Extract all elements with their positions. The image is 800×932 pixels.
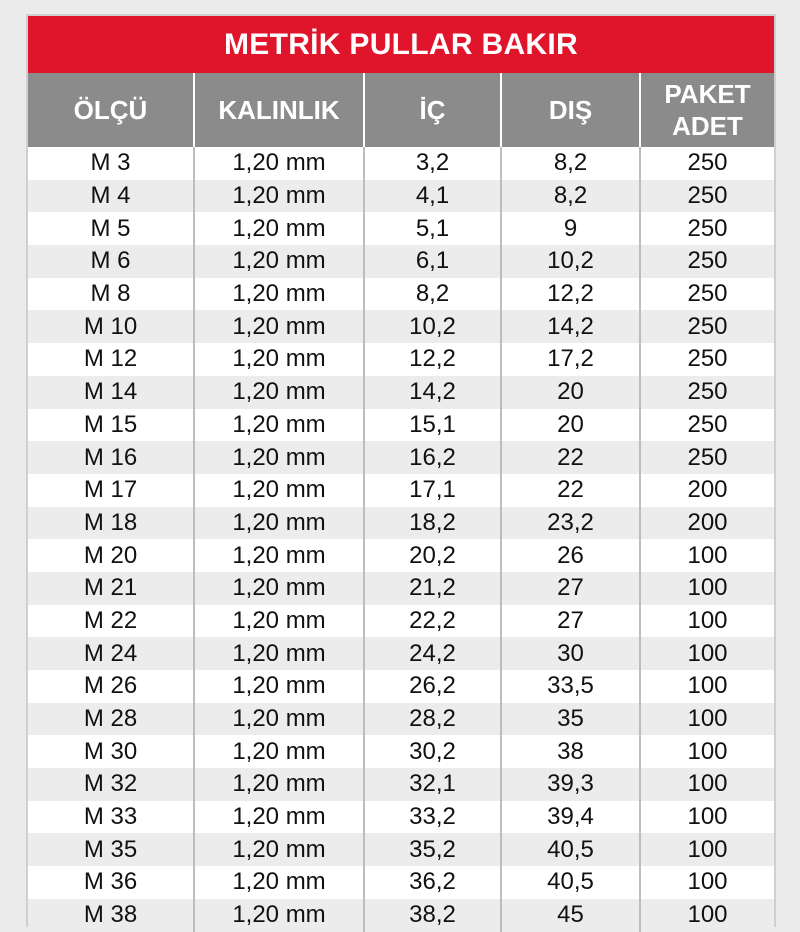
table-row	[28, 703, 774, 736]
cell-outer: 39,3	[500, 768, 639, 801]
cell-size: M 20	[83, 541, 138, 569]
table-row	[28, 605, 774, 638]
table-row	[28, 768, 774, 801]
cell-inner: 4,1	[363, 180, 500, 213]
cell-thickness: 1,20 mm	[193, 474, 363, 507]
cell-outer: 12,2	[500, 278, 639, 311]
cell-thickness: 1,20 mm	[193, 670, 363, 703]
cell-inner: 24,2	[363, 637, 500, 670]
cell-pack-qty: 250	[639, 441, 774, 474]
header-kalinlik: KALINLIK	[193, 73, 363, 147]
cell-thickness: 1,20 mm	[193, 572, 363, 605]
cell-thickness: 1,20 mm	[193, 376, 363, 409]
cell-pack-qty: 200	[639, 474, 774, 507]
cell-outer: 33,5	[500, 670, 639, 703]
cell-thickness: 1,20 mm	[193, 833, 363, 866]
cell-inner: 6,1	[363, 245, 500, 278]
table-row	[28, 866, 774, 899]
header-ic: İÇ	[363, 73, 500, 147]
cell-size: M 17	[83, 476, 138, 504]
cell-size: M 12	[83, 345, 138, 373]
cell-pack-qty: 250	[639, 212, 774, 245]
cell-size: M 15	[83, 410, 138, 438]
cell-inner: 10,2	[363, 310, 500, 343]
cell-size: M 16	[83, 443, 138, 471]
cell-pack-qty: 100	[639, 703, 774, 736]
cell-size: M 32	[83, 770, 138, 798]
cell-pack-qty: 100	[639, 768, 774, 801]
cell-size: M 36	[83, 868, 138, 896]
table-row	[28, 180, 774, 213]
cell-outer: 35	[500, 703, 639, 736]
cell-inner: 17,1	[363, 474, 500, 507]
cell-thickness: 1,20 mm	[193, 866, 363, 899]
cell-inner: 32,1	[363, 768, 500, 801]
cell-outer: 30	[500, 637, 639, 670]
cell-pack-qty: 250	[639, 409, 774, 442]
header-paket-adet	[639, 73, 774, 147]
table-row	[28, 833, 774, 866]
cell-outer: 20	[500, 376, 639, 409]
cell-size: M 4	[90, 182, 131, 210]
cell-thickness: 1,20 mm	[193, 278, 363, 311]
cell-inner: 30,2	[363, 735, 500, 768]
cell-inner: 26,2	[363, 670, 500, 703]
cell-pack-qty: 100	[639, 539, 774, 572]
cell-pack-qty: 100	[639, 637, 774, 670]
cell-pack-qty: 100	[639, 899, 774, 932]
table-row	[28, 670, 774, 703]
cell-outer: 10,2	[500, 245, 639, 278]
cell-pack-qty: 100	[639, 735, 774, 768]
cell-outer: 20	[500, 409, 639, 442]
cell-thickness: 1,20 mm	[193, 507, 363, 540]
table-row	[28, 735, 774, 768]
cell-inner: 35,2	[363, 833, 500, 866]
cell-thickness: 1,20 mm	[193, 343, 363, 376]
table-row	[28, 245, 774, 278]
cell-inner: 33,2	[363, 801, 500, 834]
spec-table	[26, 14, 776, 927]
table-row	[28, 310, 774, 343]
table-row	[28, 572, 774, 605]
cell-pack-qty: 100	[639, 866, 774, 899]
cell-outer: 39,4	[500, 801, 639, 834]
table-row	[28, 441, 774, 474]
cell-inner: 5,1	[363, 212, 500, 245]
table-row	[28, 343, 774, 376]
cell-inner: 22,2	[363, 605, 500, 638]
cell-inner: 18,2	[363, 507, 500, 540]
cell-outer: 9	[500, 212, 639, 245]
cell-pack-qty: 100	[639, 801, 774, 834]
cell-pack-qty: 250	[639, 376, 774, 409]
cell-thickness: 1,20 mm	[193, 441, 363, 474]
cell-outer: 45	[500, 899, 639, 932]
cell-outer: 40,5	[500, 833, 639, 866]
cell-outer: 22	[500, 474, 639, 507]
table-row	[28, 212, 774, 245]
cell-thickness: 1,20 mm	[193, 735, 363, 768]
cell-inner: 8,2	[363, 278, 500, 311]
cell-size: M 22	[83, 606, 138, 634]
cell-pack-qty: 250	[639, 180, 774, 213]
cell-thickness: 1,20 mm	[193, 180, 363, 213]
cell-pack-qty: 250	[639, 343, 774, 376]
cell-outer: 22	[500, 441, 639, 474]
cell-size: M 28	[83, 705, 138, 733]
cell-size: M 26	[83, 672, 138, 700]
cell-thickness: 1,20 mm	[193, 768, 363, 801]
table-title: METRİK PULLAR BAKIR	[28, 16, 774, 73]
cell-size: M 35	[83, 835, 138, 863]
cell-outer: 8,2	[500, 147, 639, 180]
cell-thickness: 1,20 mm	[193, 147, 363, 180]
cell-size: M 3	[90, 149, 131, 177]
cell-size: M 21	[83, 574, 138, 602]
cell-inner: 14,2	[363, 376, 500, 409]
header-row	[28, 73, 774, 147]
cell-inner: 3,2	[363, 147, 500, 180]
cell-size: M 10	[83, 312, 138, 340]
table-row	[28, 474, 774, 507]
cell-inner: 28,2	[363, 703, 500, 736]
cell-pack-qty: 200	[639, 507, 774, 540]
cell-pack-qty: 250	[639, 278, 774, 311]
cell-size: M 33	[83, 803, 138, 831]
cell-pack-qty: 250	[639, 245, 774, 278]
cell-size: M 30	[83, 737, 138, 765]
cell-thickness: 1,20 mm	[193, 409, 363, 442]
cell-outer: 17,2	[500, 343, 639, 376]
table-row	[28, 507, 774, 540]
cell-inner: 16,2	[363, 441, 500, 474]
table-row	[28, 899, 774, 932]
header-paket-adet-label: PAKET ADET	[664, 79, 751, 141]
cell-inner: 38,2	[363, 899, 500, 932]
cell-inner: 12,2	[363, 343, 500, 376]
cell-outer: 40,5	[500, 866, 639, 899]
cell-thickness: 1,20 mm	[193, 212, 363, 245]
cell-size: M 8	[90, 280, 131, 308]
header-olcu: ÖLÇÜ	[73, 95, 148, 125]
cell-inner: 20,2	[363, 539, 500, 572]
cell-inner: 15,1	[363, 409, 500, 442]
cell-pack-qty: 100	[639, 670, 774, 703]
cell-outer: 27	[500, 605, 639, 638]
cell-thickness: 1,20 mm	[193, 637, 363, 670]
cell-size: M 5	[90, 214, 131, 242]
cell-thickness: 1,20 mm	[193, 539, 363, 572]
cell-outer: 14,2	[500, 310, 639, 343]
table-row	[28, 376, 774, 409]
table-row	[28, 801, 774, 834]
cell-pack-qty: 100	[639, 833, 774, 866]
cell-outer: 27	[500, 572, 639, 605]
header-dis: DIŞ	[500, 73, 639, 147]
cell-pack-qty: 250	[639, 147, 774, 180]
cell-thickness: 1,20 mm	[193, 703, 363, 736]
table-row	[28, 409, 774, 442]
cell-outer: 26	[500, 539, 639, 572]
cell-outer: 23,2	[500, 507, 639, 540]
cell-size: M 6	[90, 247, 131, 275]
cell-outer: 8,2	[500, 180, 639, 213]
cell-thickness: 1,20 mm	[193, 899, 363, 932]
cell-size: M 24	[83, 639, 138, 667]
cell-pack-qty: 100	[639, 572, 774, 605]
table-row	[28, 278, 774, 311]
cell-size: M 18	[83, 508, 138, 536]
cell-thickness: 1,20 mm	[193, 801, 363, 834]
cell-inner: 21,2	[363, 572, 500, 605]
cell-thickness: 1,20 mm	[193, 245, 363, 278]
table-body	[28, 147, 774, 932]
table-row	[28, 147, 774, 180]
cell-thickness: 1,20 mm	[193, 605, 363, 638]
table-row	[28, 637, 774, 670]
cell-pack-qty: 250	[639, 310, 774, 343]
cell-thickness: 1,20 mm	[193, 310, 363, 343]
cell-outer: 38	[500, 735, 639, 768]
cell-size: M 14	[83, 378, 138, 406]
cell-size: M 38	[83, 901, 138, 929]
cell-inner: 36,2	[363, 866, 500, 899]
table-row	[28, 539, 774, 572]
cell-pack-qty: 100	[639, 605, 774, 638]
